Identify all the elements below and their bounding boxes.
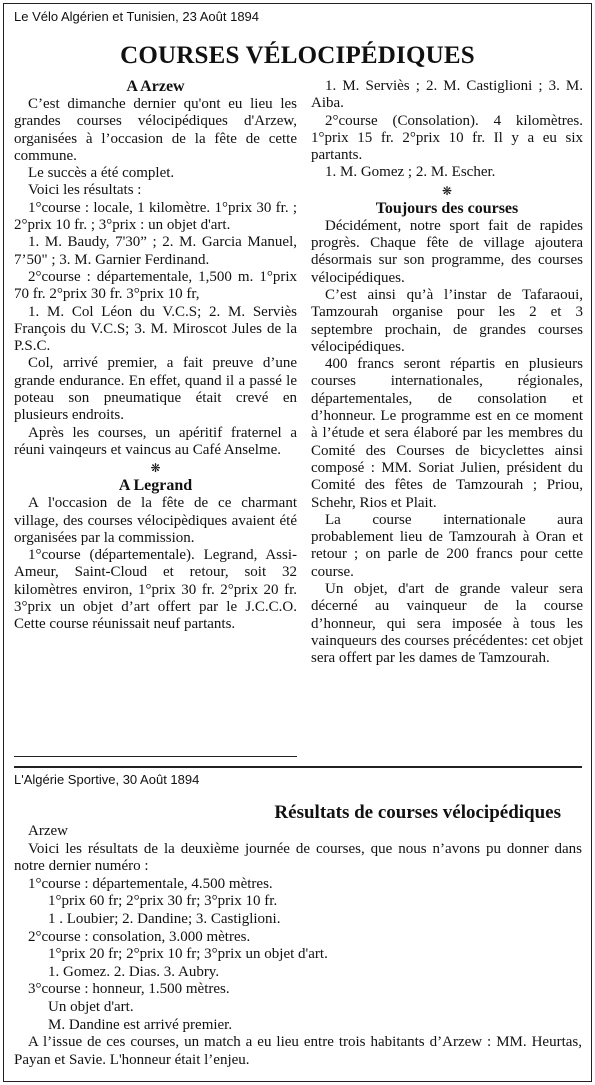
text-line: 3°course : honneur, 1.500 mètres. bbox=[28, 981, 230, 998]
text-line: 1°prix 20 fr; 2°prix 10 fr; 3°prix un objet d'art. bbox=[48, 946, 328, 963]
right-column bbox=[311, 78, 583, 668]
paragraph: La course internationale aura probablement lieu de Tamzourah à Oran et retour ; on parle de 200 francs pour cette course. bbox=[311, 511, 583, 580]
source-line-1: Le Vélo Algérien et Tunisien, 23 Août 1894 bbox=[14, 9, 260, 24]
paragraph: 1. M. Baudy, 7'30” ; 2. M. Garcia Manuel, 7’50" ; 3. M. Garnier Ferdinand. bbox=[14, 234, 297, 268]
source-line-2: L'Algérie Sportive, 30 Août 1894 bbox=[14, 772, 200, 787]
asterism-ornament: ❋ bbox=[441, 183, 453, 198]
heading-legrand: A Legrand bbox=[118, 477, 193, 495]
paragraph: 1. M. Serviès ; 2. M. Castiglioni ; 3. M. Aiba. bbox=[311, 78, 583, 112]
paragraph: 2°course : départementale, 1,500 m. 1°prix 70 fr. 2°prix 30 fr. 3°prix 10 fr, bbox=[14, 268, 297, 303]
article2-body bbox=[14, 823, 582, 1069]
asterism-ornament: ❋ bbox=[150, 461, 161, 476]
paragraph: Col, arrivé premier, a fait preuve d’une grande endurance. En effet, quand il a passé le poteau son pneumatique était crevé en plusieurs endroits. bbox=[14, 355, 297, 424]
paragraph: 1. M. Gomez ; 2. M. Escher. bbox=[325, 164, 496, 181]
divider-thick bbox=[14, 766, 582, 768]
paragraph: 400 francs seront répartis en plusieurs courses internationales, régionales, départementales, de consolation et d’honneur. Le programme est en ce moment à l’étude et sera élaboré par les membres du Comité des Courses de bicyclettes ainsi composé : MM. Soriat Julien, président du Comité des fêtes de Tamzourah ; Priou, Schehr, Rios et Plait. bbox=[311, 356, 583, 511]
paragraph: Après les courses, un apéritif fraternel a réuni vainqeurs et vaincus au Café Anselme. bbox=[14, 424, 297, 458]
text-line: A l’issue de ces courses, un match a eu lieu entre trois habitants d’Arzew : MM. Heurtas, Payan et Savie. L'honneur était l’enjeu. bbox=[14, 1034, 582, 1068]
paragraph: C’est ainsi qu’à l’instar de Tafaraoui, Tamzourah organise pour les 2 et 3 septembre prochain, de grandes courses vélocipédiques. bbox=[311, 286, 583, 355]
paragraph: C’est dimanche dernier qu'ont eu lieu les grandes courses vélocipédiques d'Arzew, organisées à l’occasion de la fête de cette commune. bbox=[14, 96, 297, 164]
paragraph: 2°course (Consolation). 4 kilomètres. 1°prix 15 fr. 2°prix 10 fr. Il y a eu six partants. bbox=[311, 112, 583, 164]
paragraph: A l'occasion de la fête de ce charmant village, des courses vélocipèdiques avaient été organisées par la commission. bbox=[14, 495, 297, 546]
text-line: Un objet d'art. bbox=[48, 998, 134, 1015]
page-title: COURSES VÉLOCIPÉDIQUES bbox=[120, 42, 475, 69]
text-line: 2°course : consolation, 3.000 mètres. bbox=[28, 928, 251, 945]
paragraph: 1. M. Col Léon du V.C.S; 2. M. Serviès François du V.C.S; 3. M. Miroscot Jules de la P.S.C. bbox=[14, 303, 297, 355]
text-line: 1°course : départementale, 4.500 mètres. bbox=[28, 875, 273, 892]
heading-toujours: Toujours des courses bbox=[375, 199, 519, 217]
paragraph: Le succès a été complet. bbox=[28, 165, 175, 182]
text-line: 1°prix 60 fr; 2°prix 30 fr; 3°prix 10 fr. bbox=[48, 893, 278, 910]
text-line: M. Dandine est arrivé premier. bbox=[48, 1016, 233, 1033]
paragraph: Voici les résultats : bbox=[28, 182, 142, 199]
paragraph: 1°course : locale, 1 kilomètre. 1°prix 30 fr. ; 2°prix 10 fr. ; 3°prix : un objet d'art. bbox=[14, 199, 297, 234]
text-line: Voici les résultats de la deuxième journée de courses, que nous n’avons pu donner dans notre dernier numéro : bbox=[14, 840, 582, 875]
text-line: 1. Gomez. 2. Dias. 3. Aubry. bbox=[48, 963, 220, 980]
paragraph: 1°course (départementale). Legrand, Assi-Ameur, Saint-Cloud et retour, soit 32 kilomètres environ, 1°prix 30 fr. 2°prix 20 fr. 3°prix un objet d’art offert par le J.C.C.O. Cette course réunissait neuf partants. bbox=[14, 547, 297, 633]
heading-arzew: A Arzew bbox=[126, 78, 185, 95]
left-column bbox=[14, 78, 297, 634]
paragraph: Décidément, notre sport fait de rapides progrès. Chaque fête de village ajoutera désormais sur son programme, des courses vélocipédiques. bbox=[311, 217, 583, 286]
article2-title-text: Résultats de courses vélocipédiques bbox=[274, 802, 561, 823]
text-line: 1 . Loubier; 2. Dandine; 3. Castiglioni. bbox=[48, 910, 281, 927]
paragraph: Un objet, d'art de grande valeur sera décerné au vainqueur de la course d’honneur, qui sera imposée à tous les vainqueurs des courses précédentes: cet objet sera offert par les dames de Tamzourah. bbox=[311, 581, 583, 667]
divider-thin bbox=[14, 756, 297, 757]
text-line: Arzew bbox=[28, 823, 68, 839]
